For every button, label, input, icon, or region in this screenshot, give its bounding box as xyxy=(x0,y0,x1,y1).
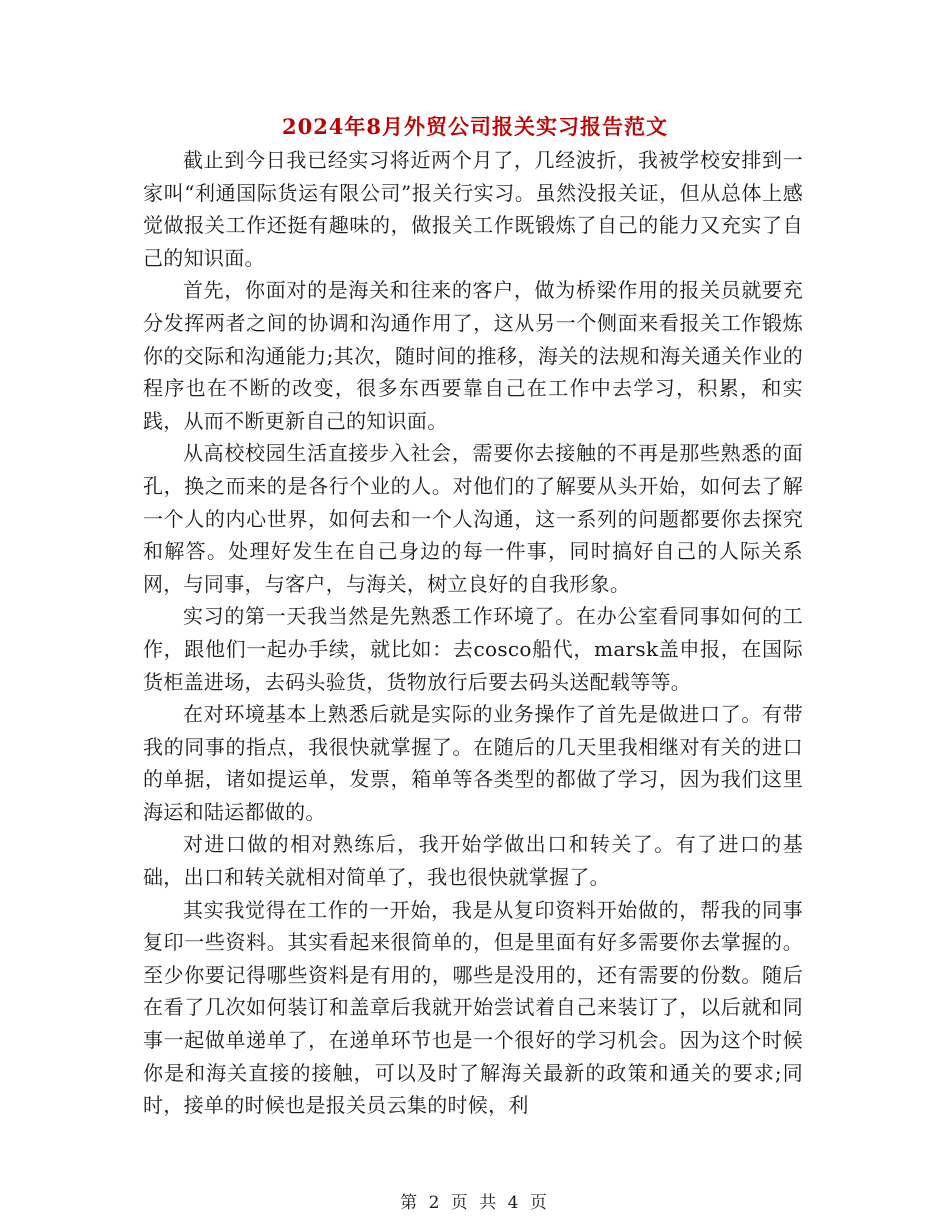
paragraph-6: 对进口做的相对熟练后，我开始学做出口和转关了。有了进口的基础，出口和转关就相对简单了，我也很快就掌握了。 xyxy=(143,832,803,890)
paragraph-4: 实习的第一天我当然是先熟悉工作环境了。在办公室看同事如何的工作，跟他们一起办手续，就比如：去cosco船代，marsk盖申报，在国际货柜盖进场，去码头验货，货物放行后要去码头送配载等等。 xyxy=(143,604,803,694)
document-title: 2024年8月外贸公司报关实习报告范文 xyxy=(281,114,669,139)
page-number-footer: 第 2 页 共 4 页 xyxy=(400,1193,550,1213)
paragraph-5: 在对环境基本上熟悉后就是实际的业务操作了首先是做进口了。有带我的同事的指点，我很快就掌握了。在随后的几天里我相继对有关的进口的单据，诸如提运单，发票，箱单等各类型的都做了学习，因为我们这里海运和陆运都做的。 xyxy=(143,702,803,824)
paragraph-7: 其实我觉得在工作的一开始，我是从复印资料开始做的，帮我的同事复印一些资料。其实看起来很简单的，但是里面有好多需要你去掌握的。至少你要记得哪些资料是有用的，哪些是没用的，还有需要的份数。随后在看了几次如何装订和盖章后我就开始尝试着自己来装订了，以后就和同事一起做单递单了，在递单环节也是一个很好的学习机会。因为这个时候你是和海关直接的接触，可以及时了解海关最新的政策和通关的要求;同时，接单的时候也是报关员云集的时候，利 xyxy=(143,897,803,1118)
document-body xyxy=(143,144,803,1122)
paragraph-2: 首先，你面对的是海关和往来的客户，做为桥梁作用的报关员就要充分发挥两者之间的协调和沟通作用了，这从另一个侧面来看报关工作锻炼你的交际和沟通能力;其次，随时间的推移，海关的法规和海关通关作业的程序也在不断的改变，很多东西要靠自己在工作中去学习，积累，和实践，从而不断更新自己的知识面。 xyxy=(143,278,803,433)
paragraph-1: 截止到今日我已经实习将近两个月了，几经波折，我被学校安排到一家叫“利通国际货运有限公司”报关行实习。虽然没报关证，但从总体上感觉做报关工作还挺有趣味的，做报关工作既锻炼了自己的能力又充实了自己的知识面。 xyxy=(143,148,803,270)
paragraph-3: 从高校校园生活直接步入社会，需要你去接触的不再是那些熟悉的面孔，换之而来的是各行个业的人。对他们的了解要从头开始，如何去了解一个人的内心世界，如何去和一个人沟通，这一系列的问题都要你去探究和解答。处理好发生在自己身边的每一件事，同时搞好自己的人际关系网，与同事，与客户，与海关，树立良好的自我形象。 xyxy=(143,441,803,596)
